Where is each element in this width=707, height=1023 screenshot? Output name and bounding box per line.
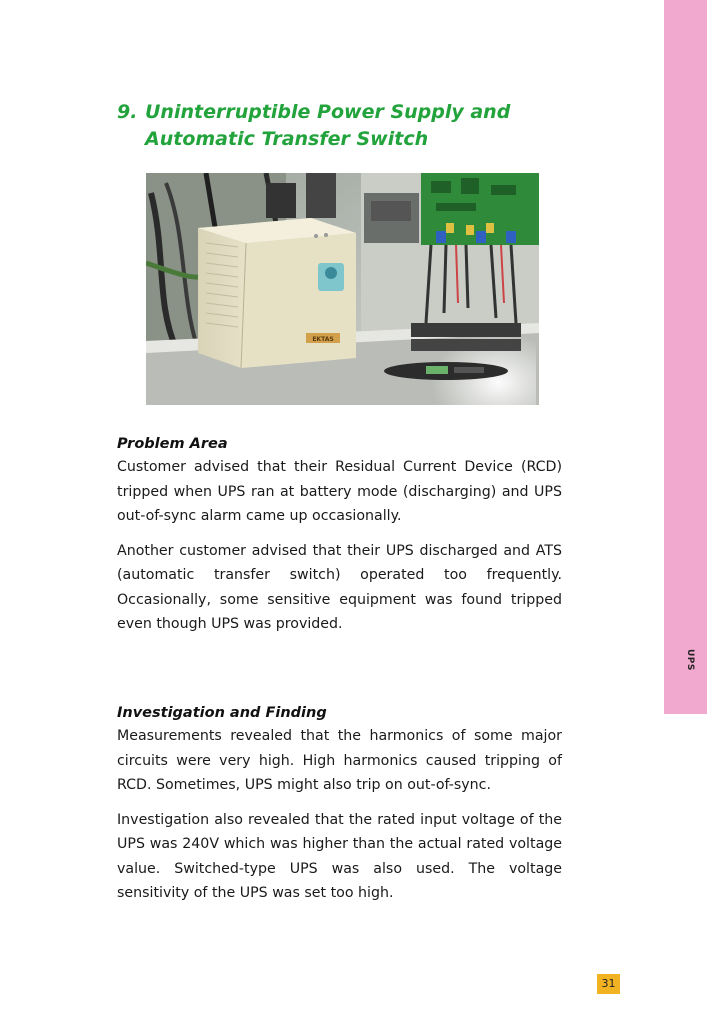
problem-area-heading: Problem Area xyxy=(117,436,228,452)
section-number: 9. xyxy=(117,101,138,123)
ups-brand-label: EKTAS xyxy=(312,336,334,343)
investigation-section xyxy=(117,702,562,916)
investigation-heading: Investigation and Finding xyxy=(117,705,327,721)
problem-area-section xyxy=(117,433,562,647)
section-title xyxy=(117,99,577,153)
title-line-2: Automatic Transfer Switch xyxy=(145,128,429,150)
side-tab xyxy=(664,0,707,714)
page-number: 31 xyxy=(597,974,620,994)
title-line-1: Uninterruptible Power Supply and xyxy=(145,101,511,123)
ups-photo xyxy=(146,173,539,405)
ups-photo-illustration xyxy=(146,173,539,405)
problem-paragraph-1: Customer advised that their Residual Current Device (RCD) tripped when UPS ran at battery mode (discharging) and UPS out-of-sync alarm came up occasionally. xyxy=(117,459,562,524)
side-tab-label: UPS xyxy=(685,649,695,671)
problem-paragraph-2: Another customer advised that their UPS discharged and ATS (automatic transfer switch) operated too frequently. Occasionally, some sensitive equipment was found tripped even though UPS was provided. xyxy=(117,542,562,632)
investigation-paragraph-2: Investigation also revealed that the rated input voltage of the UPS was 240V which was higher than the actual rated voltage value. Switched-type UPS was also used. The voltage sensitivity of the UPS was set too high. xyxy=(117,811,562,901)
investigation-paragraph-1: Measurements revealed that the harmonics of some major circuits were very high. High harmonics caused tripping of RCD. Sometimes, UPS might also trip on out-of-sync. xyxy=(117,728,562,793)
